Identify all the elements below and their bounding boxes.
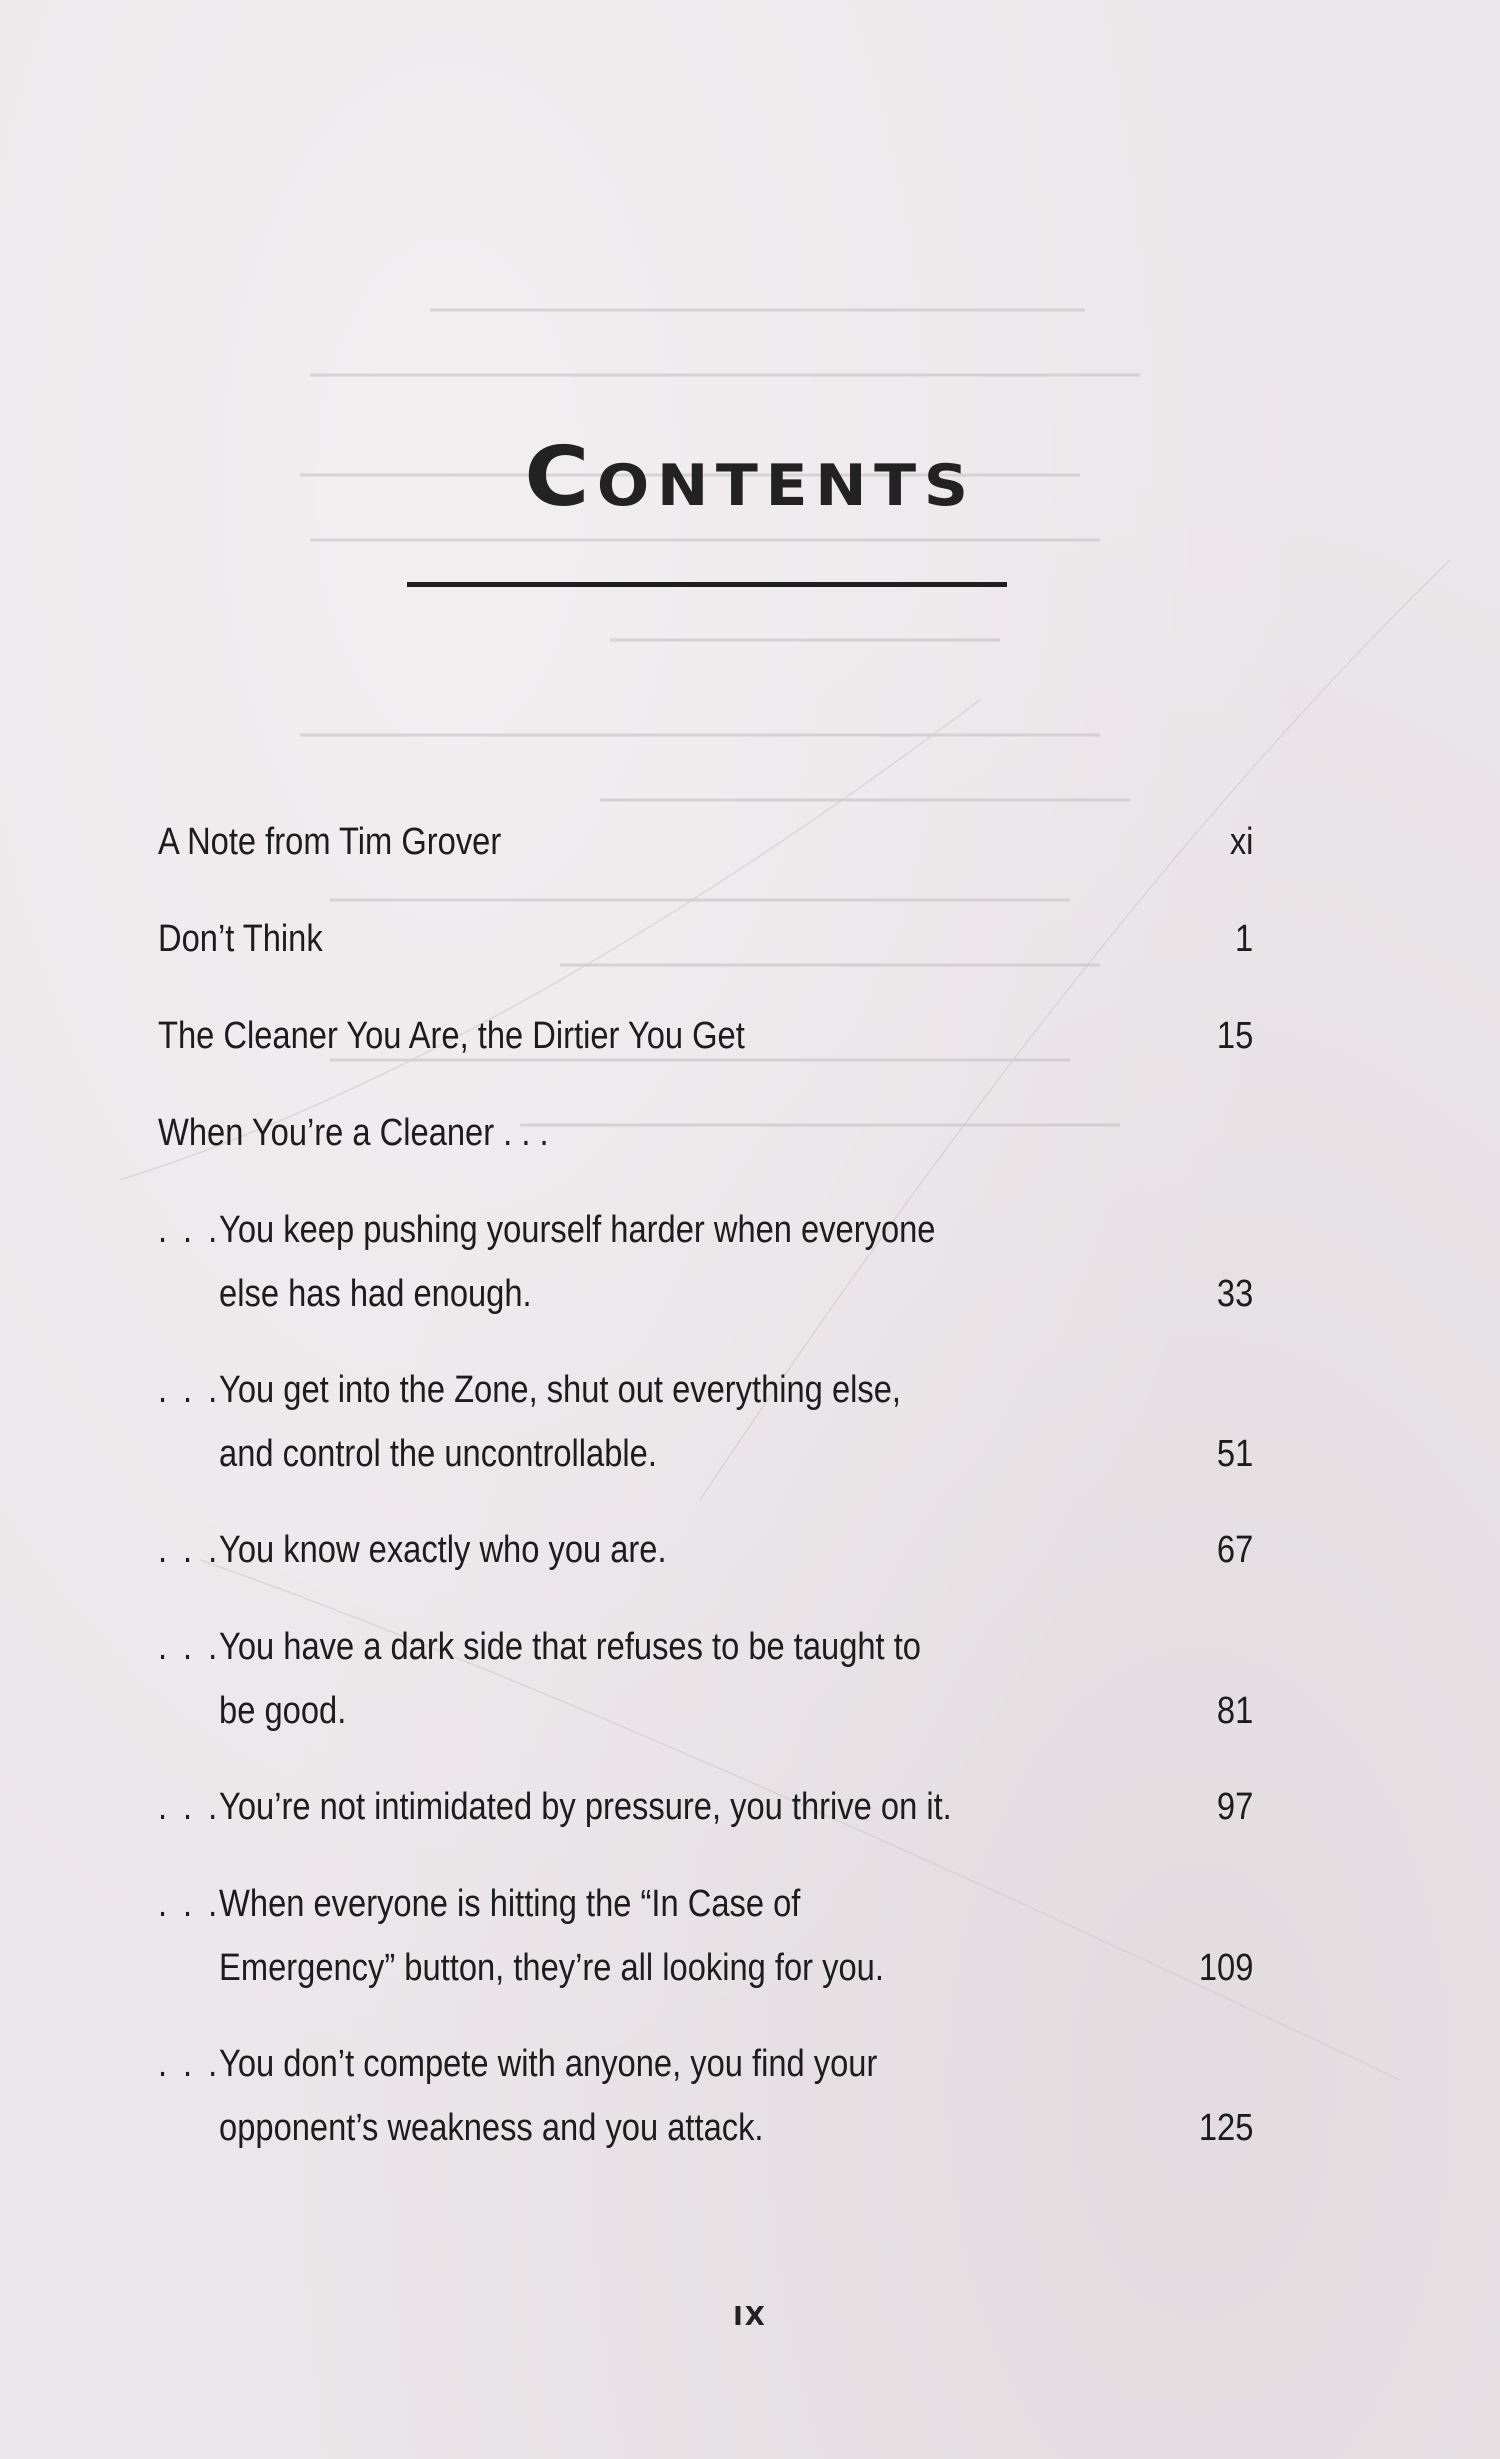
toc-entry [158,1872,1253,2000]
toc-entry-page-number: 51 [1216,1433,1253,1475]
toc-entry-title-line: You get into the Zone, shut out everything else, [219,1369,901,1411]
toc-entry-title-line: The Cleaner You Are, the Dirtier You Get [158,1015,745,1057]
toc-entry-ellipsis: . . . [158,1369,221,1411]
toc-entry-title-line: You keep pushing yourself harder when everyone [219,1209,936,1251]
toc-entry-title-line: You have a dark side that refuses to be taught to [219,1626,921,1668]
toc-entry-ellipsis: . . . [158,1529,221,1571]
toc-entry [158,1518,1253,1582]
toc-entry-title-line: You know exactly who you are. [219,1529,667,1571]
page-number: IX [733,2302,767,2332]
title-rule [407,582,1007,587]
toc-entry-title-line: You’re not intimidated by pressure, you thrive on it. [219,1786,952,1828]
toc-entry-title-line: When You’re a Cleaner . . . [158,1112,549,1154]
toc-entry-title-line: A Note from Tim Grover [158,821,502,863]
toc-entry-title-line: else has had enough. [219,1273,532,1315]
page-title: Contents [524,430,976,525]
toc-entry-ellipsis: . . . [158,1883,221,1925]
toc-entry-page-number: 125 [1198,2107,1253,2149]
toc-entry-title-line: opponent’s weakness and you attack. [219,2107,764,2149]
toc-entry [158,810,1253,874]
toc-entry-title-line: Emergency” button, they’re all looking for you. [219,1947,884,1989]
toc-entry [158,1004,1253,1068]
toc-entry-title-line: be good. [219,1690,347,1732]
toc-entry [158,1198,1253,1326]
toc-entry-page-number: 81 [1216,1690,1253,1732]
toc-entry [158,1775,1253,1839]
toc-entry-ellipsis: . . . [158,2043,221,2085]
toc-entry-page-number: 1 [1234,918,1253,960]
toc-entry [158,1615,1253,1743]
toc-entry-title-line: Don’t Think [158,918,323,960]
toc-entry-page-number: 109 [1198,1947,1253,1989]
toc-entry-page-number: 15 [1216,1015,1253,1057]
toc-entry-page-number: 67 [1216,1529,1253,1571]
toc-entry-title-line: and control the uncontrollable. [219,1433,657,1475]
toc-entry-ellipsis: . . . [158,1786,221,1828]
toc-entry [158,1101,1253,1165]
toc-entry-ellipsis: . . . [158,1209,221,1251]
toc-entry [158,907,1253,971]
toc-entry-title-line: You don’t compete with anyone, you find your [219,2043,878,2085]
toc-entry-page-number: 33 [1216,1273,1253,1315]
toc-entry-ellipsis: . . . [158,1626,221,1668]
toc-entry [158,1358,1253,1486]
toc-entry [158,2032,1253,2160]
toc-entry-page-number: xi [1229,821,1253,863]
toc-entry-page-number: 97 [1216,1786,1253,1828]
toc-entry-title-line: When everyone is hitting the “In Case of [219,1883,801,1925]
